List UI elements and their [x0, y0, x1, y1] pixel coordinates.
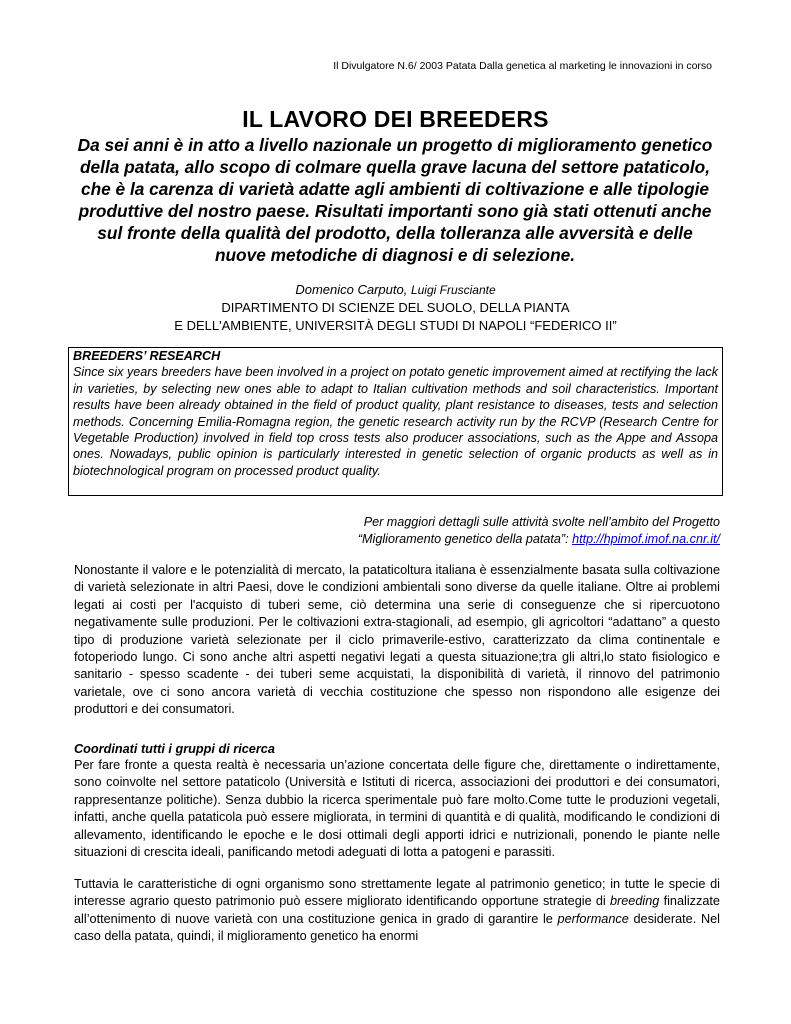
- more-info-line-2: [270, 531, 720, 548]
- p3-text-1: Tuttavia le caratteristiche di ogni organismo sono strettamente legate al patrimonio genetico; in tutte le specie di interesse agrario questo patrimonio può essere migliorato identificando opportune strategie di: [74, 877, 720, 909]
- p3-emphasis-breeding: breeding: [609, 894, 660, 909]
- p3-text-3: desiderate. Nel caso della patata, quindi, il miglioramento genetico ha enormi: [74, 911, 720, 944]
- body-paragraph-3: [74, 876, 720, 946]
- author-line: [0, 281, 791, 299]
- body-paragraph-1: Nonostante il valore e le potenzialità di mercato, la pataticoltura italiana è essenzialmente basata sulla coltivazione di varietà selezionate in altri Paesi, dove le condizioni ambientali sono diverse da quelle italiane. Oltre ai problemi legati ai costi per l'acquisto di tuberi seme, ciò determina una serie di conseguenze che si ripercuotono negativamente sulle produzioni. Per le coltivazioni extra-stagionali, ad esempio, gli agricoltori “adattano” a questo tipo di produzione varietà selezionate per il ciclo primaverile-estivo, caratterizzato da clima continentale e fotoperiodo lungo. Ci sono anche altri aspetti negativi legati a questa situazione;tra gli altri,lo stato fisiologico e sanitario - spesso scadente - dei tuberi seme acquistati, la disponibilità di varietà, il rinnovo del patrimonio varietale, ove ci sono ancora varietà di vecchia costituzione che spesso non rispondono alle esigenze dei produttori e dei consumatori.: [74, 563, 720, 717]
- abstract-text: Since six years breeders have been involved in a project on potato genetic improvement aimed at rectifying the lack in varieties, by selecting new ones able to adapt to Italian cultivation methods and soil characteristics. Important results have been already obtained in the field of product quality, plant resistance to diseases, tests and selection methods. Concerning Emilia-Romagna region, the genetic research activity run by the RCVP (Research Centre for Vegetable Production) involved in field top cross tests also producer associations, such as the Appe and Assopa ones. Nowadays, public opinion is particularly interested in genetic selection of organic products as well as in biotechnological program on processed product quality.: [73, 365, 718, 478]
- more-info-line-1: Per maggiori dettagli sulle attività svolte nell’ambito del Progetto: [363, 515, 720, 529]
- project-url-link[interactable]: http://hpimof.imof.na.cnr.it/: [572, 532, 720, 546]
- body-paragraph-2: Per fare fronte a questa realtà è necessaria un’azione concertata delle figure che, direttamente o indirettamente, sono coinvolte nel settore pataticolo (Università e Istituti di ricerca, associazioni dei produttori e dei consumatori, rappresentanze politiche). Senza dubbio la ricerca sperimentale può fare molto.Come tutte le produzioni vegetali, infatti, anche quella pataticola può essere migliorata, in termini di quantità e di qualità, modificando le condizioni di allevamento, identificando le epoche e le dosi ottimali degli apporti idrici e nutrizionali, ponendo le piante nelle situazioni di crescita ideali, panificando metodi adeguati di lotta a patogeni e parassiti.: [74, 758, 720, 860]
- affiliation-line-1: DIPARTIMENTO DI SCIENZE DEL SUOLO, DELLA PIANTA: [221, 300, 570, 315]
- more-info-note: [270, 514, 720, 548]
- author-name-2: Luigi Frusciante: [410, 283, 496, 297]
- more-info-prefix: “Miglioramento genetico della patata”:: [357, 532, 573, 546]
- article-subtitle: Da sei anni è in atto a livello nazionale un progetto di miglioramento genetico della patata, allo scopo di colmare quella grave lacuna del settore pataticolo, che è la carenza di varietà adatte agli ambienti di coltivazione e alle tipologie produttive del nostro paese. Risultati importanti sono già stati ottenuti anche sul fronte della qualità del prodotto, della tolleranza alle avversità e delle nuove metodiche di diagnosi e di selezione.: [77, 135, 713, 265]
- running-header: Il Divulgatore N.6/ 2003 Patata Dalla genetica al marketing le innovazioni in corso: [333, 60, 712, 72]
- article-title: IL LAVORO DEI BREEDERS: [242, 106, 549, 132]
- section-heading: Coordinati tutti i gruppi di ricerca: [74, 742, 275, 756]
- abstract-title: BREEDERS’ RESEARCH: [73, 349, 221, 363]
- affiliation-line-2: E DELL'AMBIENTE, UNIVERSITÀ DEGLI STUDI DI NAPOLI “FEDERICO II”: [174, 318, 617, 333]
- p3-text-2: finalizzate all’ottenimento di nuove varietà con una costituzione genica in grado di garantire le: [74, 894, 720, 926]
- authors-block: [0, 281, 791, 335]
- author-name-1: Domenico Carputo,: [295, 282, 408, 297]
- p3-emphasis-performance: performance: [557, 911, 629, 926]
- english-abstract-box: [68, 347, 723, 496]
